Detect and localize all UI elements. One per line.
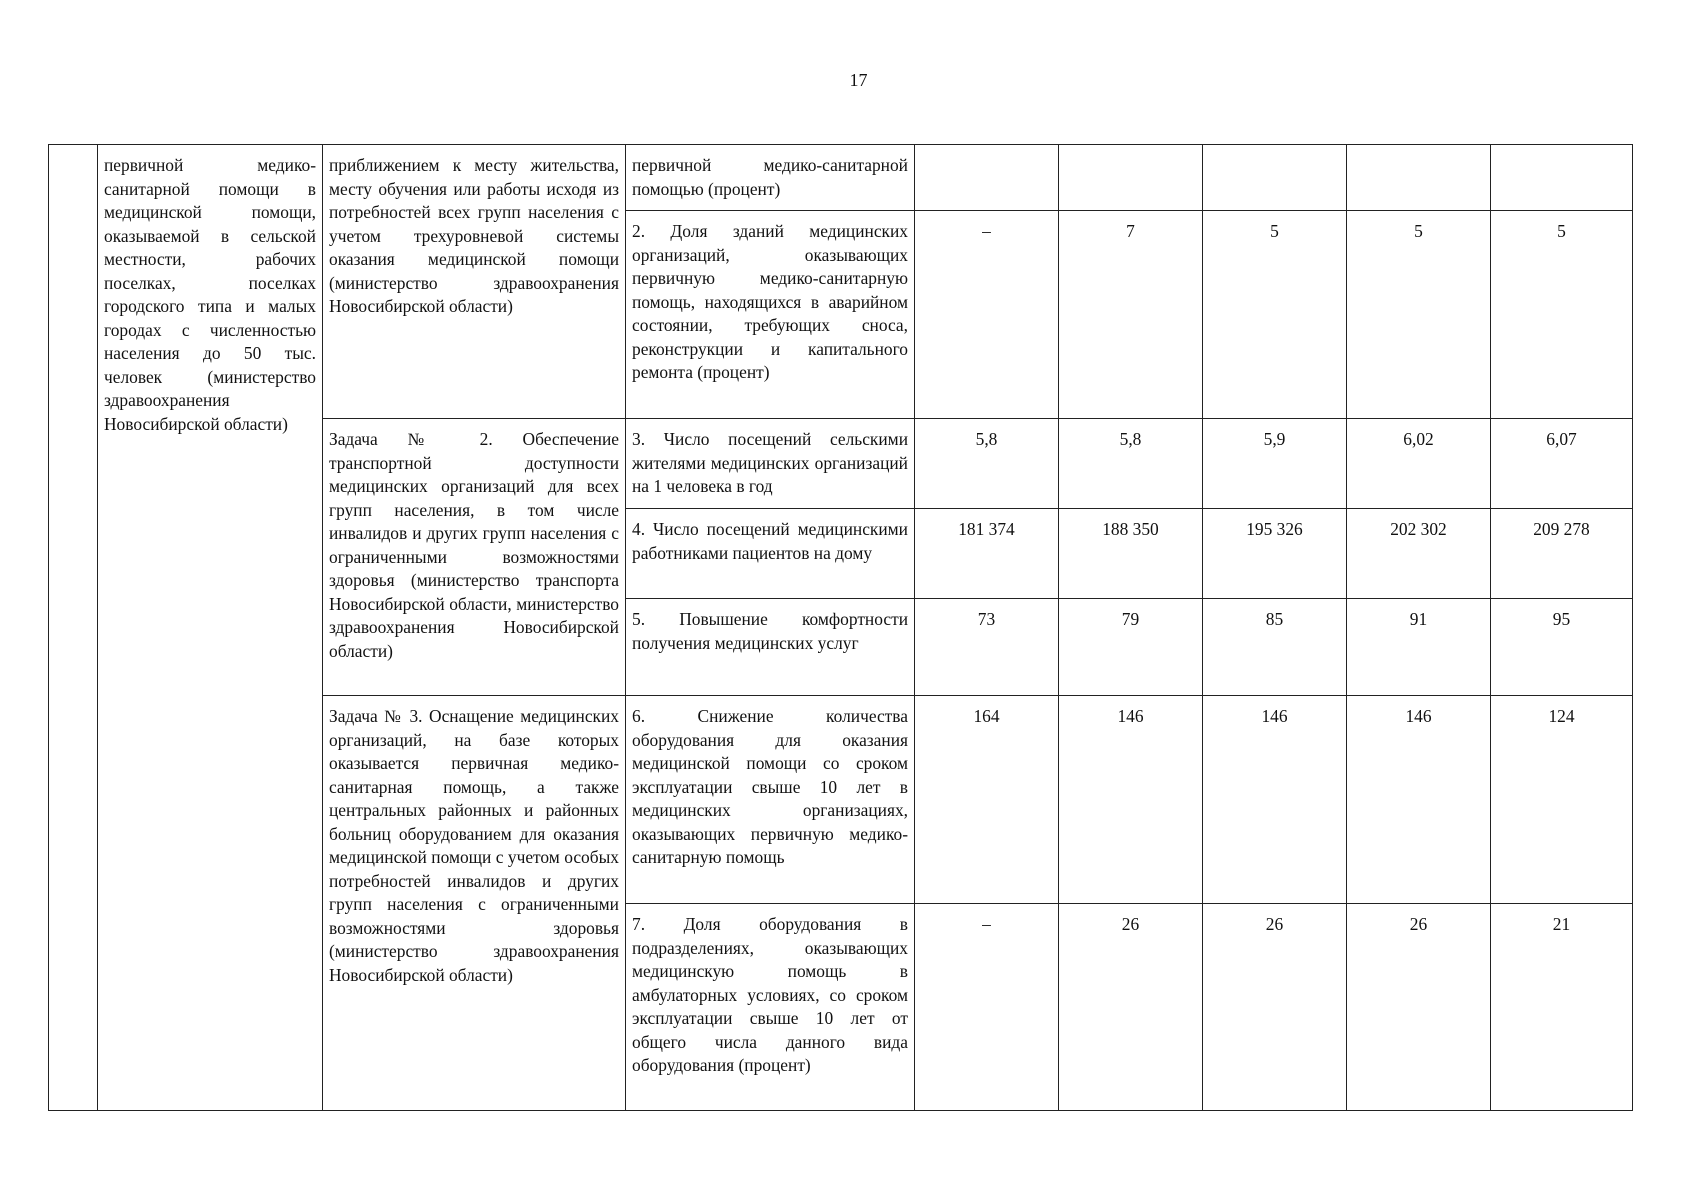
value-cell: 85 (1203, 599, 1347, 696)
number-cell (49, 145, 98, 1111)
value-cell: 26 (1059, 904, 1203, 1111)
value-cell: 5 (1347, 211, 1491, 419)
value-cell: 26 (1203, 904, 1347, 1111)
value-cell: 5,8 (915, 419, 1059, 509)
value-cell (1203, 145, 1347, 211)
indicator-cell: 6. Снижение количества оборудования для оказания медицинской помощи со сроком эксплуатации свыше 10 лет в медицинских организациях, оказывающих первичную медико-санитарную помощь (626, 696, 915, 904)
value-cell: 7 (1059, 211, 1203, 419)
value-cell: 146 (1347, 696, 1491, 904)
value-cell: 5,9 (1203, 419, 1347, 509)
value-cell: 146 (1203, 696, 1347, 904)
goal-cell: первичной медико-санитарной помощи в медицинской помощи, оказываемой в сельской местности, рабочих поселках, поселках городского типа и малых городах с численностью населения до 50 тыс. человек (министерство здравоохранения Новосибирской области) (98, 145, 323, 1111)
indicator-cell: 3. Число посещений сельскими жителями медицинских организаций на 1 человека в год (626, 419, 915, 509)
indicator-cell: 7. Доля оборудования в подразделениях, оказывающих медицинскую помощь в амбулаторных условиях, со сроком эксплуатации свыше 10 лет от общего числа данного вида оборудования (процент) (626, 904, 915, 1111)
value-cell: 6,07 (1491, 419, 1633, 509)
value-cell: 5 (1491, 211, 1633, 419)
value-cell: 91 (1347, 599, 1491, 696)
value-cell: 195 326 (1203, 509, 1347, 599)
indicator-cell: 2. Доля зданий медицинских организаций, оказывающих первичную медико-санитарную помощь, находящихся в аварийном состоянии, требующих сноса, реконструкции и капитального ремонта (процент) (626, 211, 915, 419)
task-cell: Задача № 3. Оснащение медицинских организаций, на базе которых оказывается первичная медико-санитарная помощь, а также центральных районных и районных больниц оборудованием для оказания медицинской помощи с учетом особых потребностей инвалидов и других групп населения с ограниченными возможностями здоровья (министерство здравоохранения Новосибирской области) (323, 696, 626, 1111)
table-row (49, 145, 1633, 211)
value-cell (1059, 145, 1203, 211)
value-cell: 209 278 (1491, 509, 1633, 599)
value-cell: 5 (1203, 211, 1347, 419)
indicator-cell: 5. Повышение комфортности получения медицинских услуг (626, 599, 915, 696)
value-cell: 26 (1347, 904, 1491, 1111)
value-cell (915, 145, 1059, 211)
value-cell (1491, 145, 1633, 211)
value-cell: 124 (1491, 696, 1633, 904)
value-cell: 188 350 (1059, 509, 1203, 599)
indicator-cell: первичной медико-санитарной помощью (процент) (626, 145, 915, 211)
value-cell: 95 (1491, 599, 1633, 696)
value-cell: – (915, 904, 1059, 1111)
value-cell: 5,8 (1059, 419, 1203, 509)
value-cell: 164 (915, 696, 1059, 904)
value-cell: 6,02 (1347, 419, 1491, 509)
indicator-cell: 4. Число посещений медицинскими работниками пациентов на дому (626, 509, 915, 599)
value-cell: 21 (1491, 904, 1633, 1111)
value-cell: 181 374 (915, 509, 1059, 599)
value-cell: 146 (1059, 696, 1203, 904)
value-cell (1347, 145, 1491, 211)
task-cell: приближением к месту жительства, месту обучения или работы исходя из потребностей всех групп населения с учетом трехуровневой системы оказания медицинской помощи (министерство здравоохранения Новосибирской области) (323, 145, 626, 419)
value-cell: 73 (915, 599, 1059, 696)
value-cell: 202 302 (1347, 509, 1491, 599)
indicators-table (48, 144, 1633, 1111)
task-cell: Задача № 2. Обеспечение транспортной доступности медицинских организаций для всех групп населения, в том числе инвалидов и других групп населения с ограниченными возможностями здоровья (министерство транспорта Новосибирской области, министерство здравоохранения Новосибирской области) (323, 419, 626, 696)
value-cell: – (915, 211, 1059, 419)
page-number: 17 (849, 70, 868, 90)
value-cell: 79 (1059, 599, 1203, 696)
